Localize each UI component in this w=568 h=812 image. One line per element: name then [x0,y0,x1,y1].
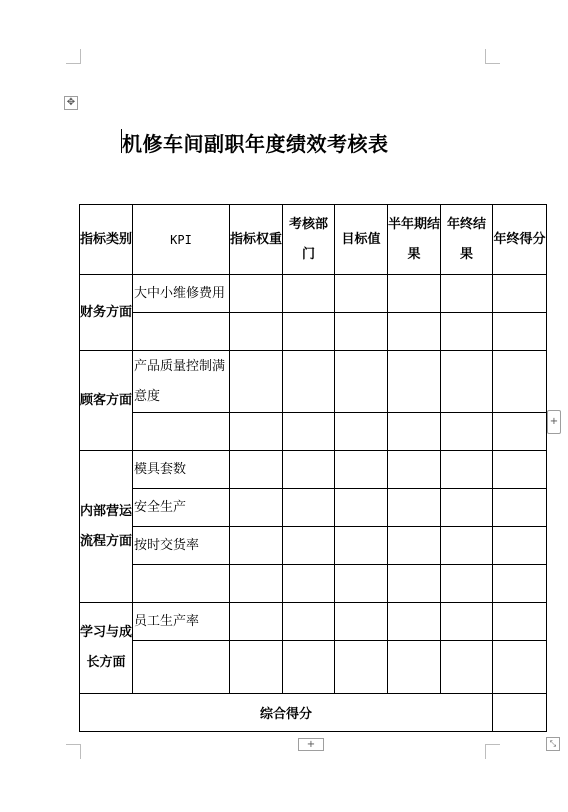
category-cell[interactable]: 学习与成长方面 [80,603,133,694]
year-end-score-cell[interactable] [493,527,547,565]
year-end-result-cell[interactable] [441,313,493,351]
half-year-cell[interactable] [388,565,441,603]
kpi-cell[interactable]: 按时交货率 [133,527,230,565]
header-weight[interactable]: 指标权重 [230,205,283,275]
weight-cell[interactable] [230,451,283,489]
half-year-cell[interactable] [388,603,441,641]
year-end-result-cell[interactable] [441,603,493,641]
header-year-end-result[interactable]: 年终结果 [441,205,493,275]
target-cell[interactable] [335,641,388,694]
year-end-score-cell[interactable] [493,489,547,527]
kpi-cell[interactable] [133,641,230,694]
year-end-score-cell[interactable] [493,313,547,351]
crop-mark-bottom-left [66,744,81,759]
dept-cell[interactable] [283,275,335,313]
dept-cell[interactable] [283,641,335,694]
half-year-cell[interactable] [388,527,441,565]
category-cell[interactable]: 内部营运流程方面 [80,451,133,603]
kpi-cell[interactable] [133,313,230,351]
half-year-cell[interactable] [388,313,441,351]
year-end-result-cell[interactable] [441,527,493,565]
kpi-cell[interactable]: 员工生产率 [133,603,230,641]
target-cell[interactable] [335,527,388,565]
crop-mark-bottom-right [485,744,500,759]
table-row [80,313,547,351]
table-row [80,451,547,489]
total-score-cell[interactable] [493,694,547,732]
total-label[interactable]: 综合得分 [80,694,493,732]
category-cell[interactable]: 顾客方面 [80,351,133,451]
year-end-score-cell[interactable] [493,351,547,413]
dept-cell[interactable] [283,351,335,413]
year-end-score-cell[interactable] [493,641,547,694]
year-end-result-cell[interactable] [441,489,493,527]
target-cell[interactable] [335,451,388,489]
header-category[interactable]: 指标类别 [80,205,133,275]
dept-cell[interactable] [283,603,335,641]
table-row [80,351,547,413]
table-row [80,527,547,565]
half-year-cell[interactable] [388,641,441,694]
dept-cell[interactable] [283,565,335,603]
weight-cell[interactable] [230,489,283,527]
kpi-table[interactable] [79,204,547,732]
year-end-score-cell[interactable] [493,451,547,489]
kpi-cell[interactable]: 安全生产 [133,489,230,527]
weight-cell[interactable] [230,603,283,641]
dept-cell[interactable] [283,313,335,351]
half-year-cell[interactable] [388,451,441,489]
year-end-result-cell[interactable] [441,451,493,489]
kpi-cell[interactable]: 模具套数 [133,451,230,489]
weight-cell[interactable] [230,527,283,565]
year-end-result-cell[interactable] [441,413,493,451]
table-row [80,489,547,527]
year-end-result-cell[interactable] [441,641,493,694]
add-row-button[interactable]: + [298,738,324,751]
table-row [80,413,547,451]
table-row [80,603,547,641]
half-year-cell[interactable] [388,489,441,527]
weight-cell[interactable] [230,641,283,694]
weight-cell[interactable] [230,313,283,351]
target-cell[interactable] [335,351,388,413]
crop-mark-top-right [485,49,500,64]
crop-mark-top-left [66,49,81,64]
target-cell[interactable] [335,565,388,603]
weight-cell[interactable] [230,275,283,313]
table-header-row [80,205,547,275]
header-target[interactable]: 目标值 [335,205,388,275]
kpi-cell[interactable]: 大中小维修费用 [133,275,230,313]
year-end-score-cell[interactable] [493,603,547,641]
table-row [80,275,547,313]
target-cell[interactable] [335,275,388,313]
table-row [80,565,547,603]
target-cell[interactable] [335,489,388,527]
year-end-score-cell[interactable] [493,565,547,603]
weight-cell[interactable] [230,565,283,603]
year-end-result-cell[interactable] [441,275,493,313]
weight-cell[interactable] [230,351,283,413]
add-column-button[interactable]: + [547,410,561,434]
dept-cell[interactable] [283,451,335,489]
half-year-cell[interactable] [388,413,441,451]
year-end-score-cell[interactable] [493,413,547,451]
year-end-result-cell[interactable] [441,351,493,413]
kpi-cell[interactable]: 产品质量控制满意度 [133,351,230,413]
year-end-score-cell[interactable] [493,275,547,313]
header-half-year[interactable]: 半年期结果 [388,205,441,275]
year-end-result-cell[interactable] [441,565,493,603]
header-dept[interactable]: 考核部门 [283,205,335,275]
table-row [80,641,547,694]
table-resize-icon[interactable]: ⤡ [546,737,560,751]
page-title[interactable]: 机修车间副职年度绩效考核表 [122,132,389,156]
kpi-cell[interactable] [133,413,230,451]
target-cell[interactable] [335,413,388,451]
weight-cell[interactable] [230,413,283,451]
kpi-cell[interactable] [133,565,230,603]
target-cell[interactable] [335,313,388,351]
half-year-cell[interactable] [388,351,441,413]
header-year-end-score[interactable]: 年终得分 [493,205,547,275]
dept-cell[interactable] [283,527,335,565]
dept-cell[interactable] [283,489,335,527]
total-row [80,694,547,732]
half-year-cell[interactable] [388,275,441,313]
target-cell[interactable] [335,603,388,641]
table-move-handle-icon[interactable]: ✥ [64,96,78,110]
header-kpi[interactable]: KPI [133,205,230,275]
category-cell[interactable]: 财务方面 [80,275,133,351]
dept-cell[interactable] [283,413,335,451]
